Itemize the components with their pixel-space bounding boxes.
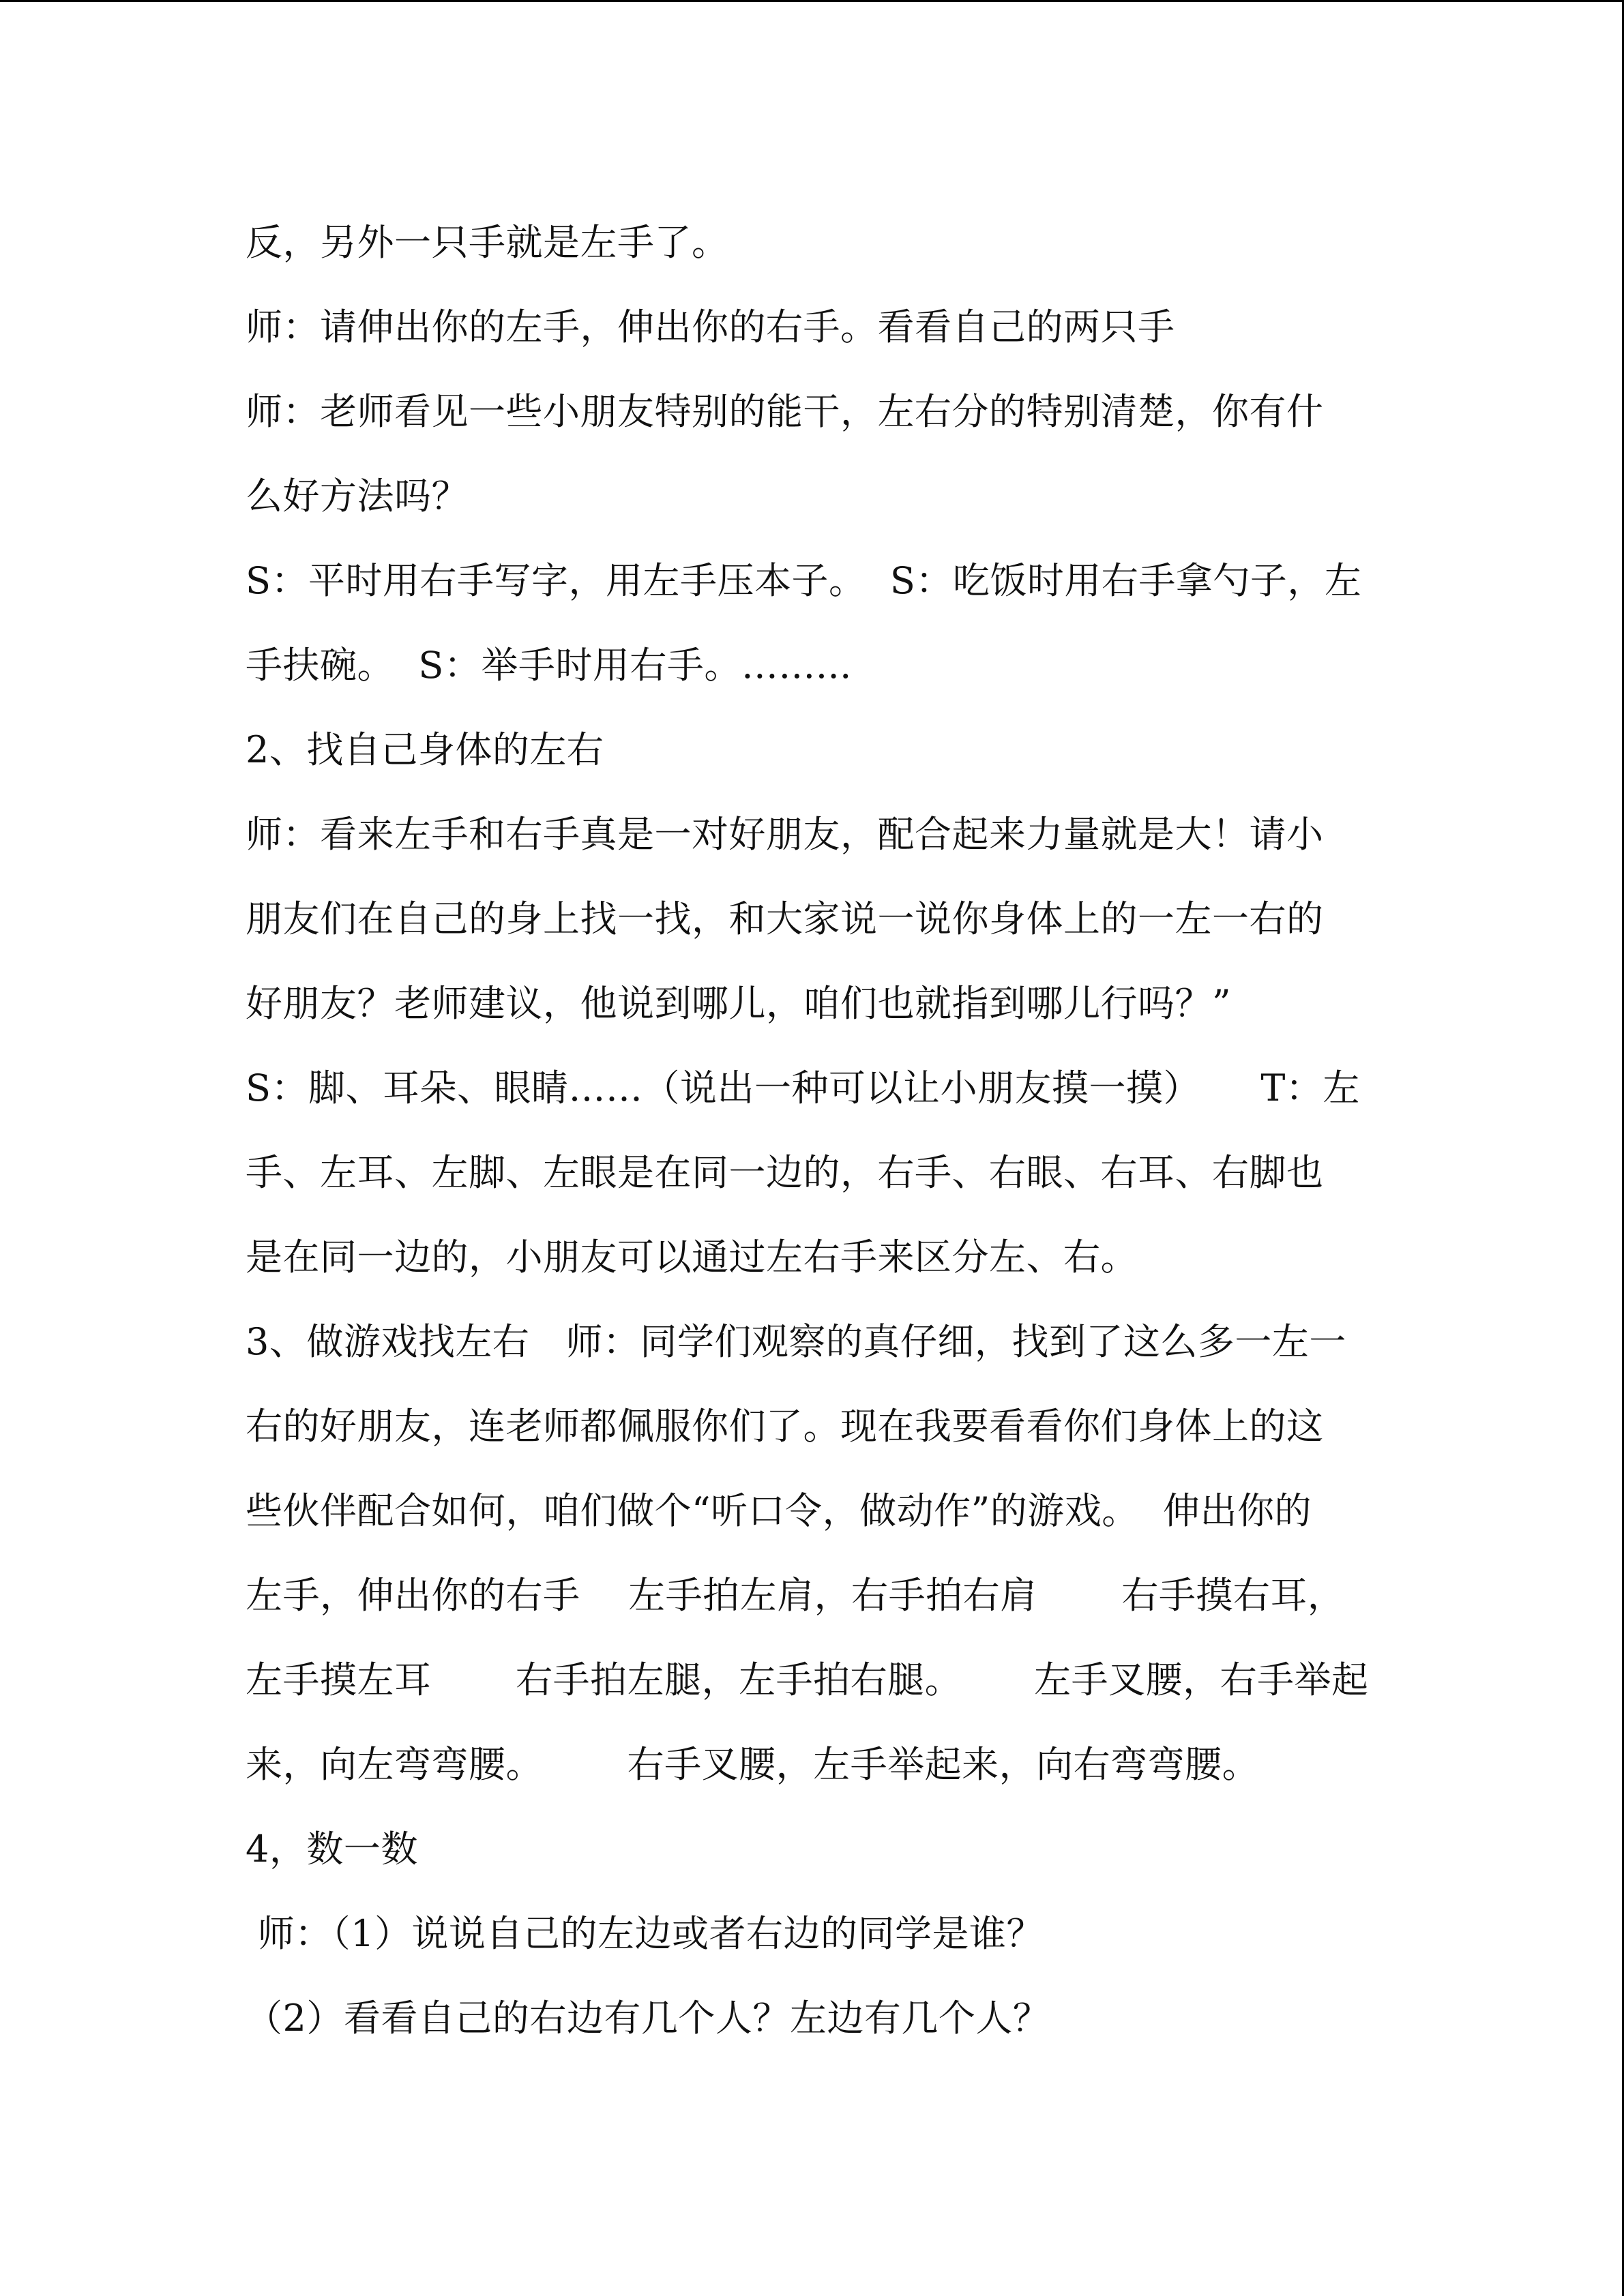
text-line: 是在同一边的，小朋友可以通过左右手来区分左、右。 [246, 1236, 1138, 1279]
text-line: 反，另外一只手就是左手了。 [246, 221, 729, 264]
text-line: 左手，伸出你的右手 左手拍左肩，右手拍右肩 右手摸右耳， [246, 1574, 1345, 1617]
text-line: （2）看看自己的右边有几个人？左边有几个人？ [246, 1997, 1050, 2040]
text-line: 师：看来左手和右手真是一对好朋友，配合起来力量就是大！请小 [246, 813, 1324, 856]
section-heading: 4，数一数 [246, 1828, 418, 1870]
text-line: 右的好朋友，连老师都佩服你们了。现在我要看看你们身体上的这 [246, 1405, 1324, 1448]
text-line: 师：（1）说说自己的左边或者右边的同学是谁？ [246, 1912, 1044, 1955]
text-line: 师：请伸出你的左手，伸出你的右手。看看自己的两只手 [246, 305, 1175, 348]
text-line: 手扶碗。 S：举手时用右手。……... [246, 644, 852, 687]
section-heading: 2、找自己身体的左右 [246, 728, 604, 771]
text-line: 手、左耳、左脚、左眼是在同一边的，右手、右眼、右耳、右脚也 [246, 1151, 1324, 1194]
text-line: 朋友们在自己的身上找一找，和大家说一说你身体上的一左一右的 [246, 897, 1324, 940]
text-line: 么好方法吗？ [246, 475, 469, 518]
text-line: 师：老师看见一些小朋友特别的能干，左右分的特别清楚，你有什 [246, 390, 1324, 433]
text-line: S：脚、耳朵、眼睛……（说出一种可以让小朋友摸一摸） T：左 [246, 1067, 1360, 1109]
text-line: 左手摸左耳 右手拍左腿，左手拍右腿。 左手叉腰，右手举起 [246, 1658, 1369, 1701]
text-line: 好朋友？老师建议，他说到哪儿，咱们也就指到哪儿行吗？” [246, 982, 1232, 1025]
text-line: 来，向左弯弯腰。 右手叉腰，左手举起来，向右弯弯腰。 [246, 1743, 1260, 1786]
section-heading: 3、做游戏找左右 师：同学们观察的真仔细，找到了这么多一左一 [246, 1320, 1346, 1363]
text-line: S：平时用右手写字，用左手压本子。 S：吃饭时用右手拿勺子，左 [246, 559, 1362, 602]
text-line: 些伙伴配合如何，咱们做个“听口令，做动作”的游戏。 伸出你的 [246, 1489, 1312, 1532]
